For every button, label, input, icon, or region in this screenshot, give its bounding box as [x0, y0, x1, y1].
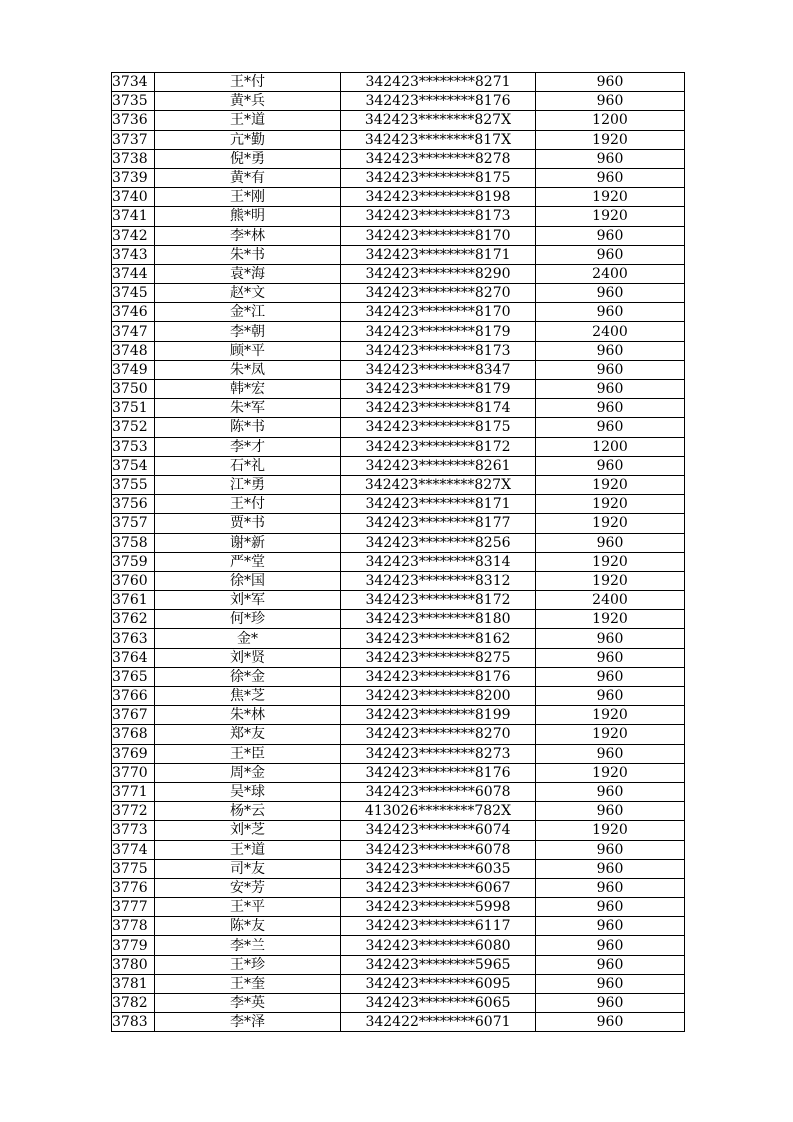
table-row [112, 687, 685, 706]
name-cell: 朱*林 [155, 706, 341, 725]
name-cell: 王*刚 [155, 188, 341, 207]
row-number-cell: 3743 [112, 245, 155, 264]
amount-cell: 960 [536, 456, 685, 475]
row-number-cell: 3781 [112, 974, 155, 993]
name-cell: 陈*友 [155, 917, 341, 936]
row-number-cell: 3772 [112, 802, 155, 821]
table-row [112, 782, 685, 801]
id-number-cell: 342423********6035 [341, 859, 536, 878]
table-row [112, 706, 685, 725]
name-cell: 王*臣 [155, 744, 341, 763]
name-cell: 徐*国 [155, 571, 341, 590]
id-number-cell: 342423********817X [341, 130, 536, 149]
id-number-cell: 342423********8173 [341, 341, 536, 360]
amount-cell: 960 [536, 859, 685, 878]
amount-cell: 2400 [536, 322, 685, 341]
name-cell: 谢*新 [155, 533, 341, 552]
name-cell: 朱*凤 [155, 360, 341, 379]
table-row [112, 168, 685, 187]
data-table [111, 72, 685, 1032]
name-cell: 何*珍 [155, 610, 341, 629]
name-cell: 王*道 [155, 840, 341, 859]
row-number-cell: 3749 [112, 360, 155, 379]
id-number-cell: 342422********6071 [341, 1013, 536, 1032]
name-cell: 韩*宏 [155, 380, 341, 399]
row-number-cell: 3770 [112, 763, 155, 782]
table-row [112, 303, 685, 322]
row-number-cell: 3748 [112, 341, 155, 360]
table-row [112, 284, 685, 303]
table-row [112, 437, 685, 456]
name-cell: 黄*兵 [155, 92, 341, 111]
amount-cell: 960 [536, 974, 685, 993]
table-row [112, 802, 685, 821]
id-number-cell: 342423********6074 [341, 821, 536, 840]
id-number-cell: 342423********8199 [341, 706, 536, 725]
table-row [112, 418, 685, 437]
id-number-cell: 342423********8174 [341, 399, 536, 418]
table-row [112, 610, 685, 629]
row-number-cell: 3736 [112, 111, 155, 130]
row-number-cell: 3776 [112, 878, 155, 897]
amount-cell: 960 [536, 840, 685, 859]
id-number-cell: 342423********8177 [341, 514, 536, 533]
amount-cell: 1920 [536, 706, 685, 725]
amount-cell: 2400 [536, 591, 685, 610]
table-row [112, 667, 685, 686]
id-number-cell: 342423********8312 [341, 571, 536, 590]
amount-cell: 960 [536, 303, 685, 322]
amount-cell: 960 [536, 1013, 685, 1032]
row-number-cell: 3734 [112, 73, 155, 92]
amount-cell: 960 [536, 782, 685, 801]
row-number-cell: 3745 [112, 284, 155, 303]
amount-cell: 1920 [536, 188, 685, 207]
name-cell: 杨*云 [155, 802, 341, 821]
name-cell: 金*江 [155, 303, 341, 322]
row-number-cell: 3763 [112, 629, 155, 648]
table-row [112, 821, 685, 840]
row-number-cell: 3762 [112, 610, 155, 629]
amount-cell: 1920 [536, 763, 685, 782]
table-row [112, 92, 685, 111]
table-row [112, 380, 685, 399]
table-row [112, 188, 685, 207]
id-number-cell: 342423********5965 [341, 955, 536, 974]
id-number-cell: 342423********827X [341, 475, 536, 494]
name-cell: 周*金 [155, 763, 341, 782]
amount-cell: 960 [536, 73, 685, 92]
amount-cell: 1920 [536, 552, 685, 571]
name-cell: 李*英 [155, 994, 341, 1013]
amount-cell: 1920 [536, 475, 685, 494]
name-cell: 安*芳 [155, 878, 341, 897]
table-row [112, 456, 685, 475]
name-cell: 朱*军 [155, 399, 341, 418]
id-number-cell: 413026********782X [341, 802, 536, 821]
id-number-cell: 342423********8180 [341, 610, 536, 629]
row-number-cell: 3758 [112, 533, 155, 552]
table-row [112, 207, 685, 226]
table-row [112, 360, 685, 379]
amount-cell: 960 [536, 284, 685, 303]
name-cell: 袁*海 [155, 264, 341, 283]
name-cell: 司*友 [155, 859, 341, 878]
row-number-cell: 3778 [112, 917, 155, 936]
name-cell: 朱*书 [155, 245, 341, 264]
row-number-cell: 3739 [112, 168, 155, 187]
id-number-cell: 342423********6078 [341, 782, 536, 801]
table-row [112, 955, 685, 974]
table-row [112, 533, 685, 552]
id-number-cell: 342423********8273 [341, 744, 536, 763]
table-row [112, 591, 685, 610]
table-row [112, 917, 685, 936]
row-number-cell: 3746 [112, 303, 155, 322]
id-number-cell: 342423********6080 [341, 936, 536, 955]
table-row [112, 571, 685, 590]
row-number-cell: 3756 [112, 495, 155, 514]
table-row [112, 629, 685, 648]
amount-cell: 1200 [536, 437, 685, 456]
amount-cell: 1200 [536, 111, 685, 130]
row-number-cell: 3742 [112, 226, 155, 245]
name-cell: 刘*军 [155, 591, 341, 610]
name-cell: 江*勇 [155, 475, 341, 494]
row-number-cell: 3768 [112, 725, 155, 744]
amount-cell: 960 [536, 92, 685, 111]
name-cell: 王*付 [155, 495, 341, 514]
name-cell: 石*礼 [155, 456, 341, 475]
amount-cell: 2400 [536, 264, 685, 283]
row-number-cell: 3767 [112, 706, 155, 725]
table-row [112, 495, 685, 514]
row-number-cell: 3783 [112, 1013, 155, 1032]
id-number-cell: 342423********8179 [341, 322, 536, 341]
table-row [112, 974, 685, 993]
id-number-cell: 342423********8179 [341, 380, 536, 399]
row-number-cell: 3775 [112, 859, 155, 878]
name-cell: 李*泽 [155, 1013, 341, 1032]
row-number-cell: 3769 [112, 744, 155, 763]
table-row [112, 878, 685, 897]
amount-cell: 1920 [536, 571, 685, 590]
table-row [112, 898, 685, 917]
id-number-cell: 342423********827X [341, 111, 536, 130]
amount-cell: 960 [536, 341, 685, 360]
row-number-cell: 3757 [112, 514, 155, 533]
name-cell: 徐*金 [155, 667, 341, 686]
id-number-cell: 342423********8176 [341, 92, 536, 111]
row-number-cell: 3738 [112, 149, 155, 168]
table-row [112, 322, 685, 341]
name-cell: 王*奎 [155, 974, 341, 993]
row-number-cell: 3774 [112, 840, 155, 859]
amount-cell: 960 [536, 744, 685, 763]
id-number-cell: 342423********6065 [341, 994, 536, 1013]
name-cell: 顾*平 [155, 341, 341, 360]
id-number-cell: 342423********8314 [341, 552, 536, 571]
id-number-cell: 342423********8171 [341, 245, 536, 264]
table-row [112, 149, 685, 168]
table-body [112, 73, 685, 1032]
id-number-cell: 342423********8176 [341, 763, 536, 782]
name-cell: 李*兰 [155, 936, 341, 955]
table-row [112, 475, 685, 494]
table-row [112, 264, 685, 283]
amount-cell: 1920 [536, 514, 685, 533]
row-number-cell: 3744 [112, 264, 155, 283]
id-number-cell: 342423********8198 [341, 188, 536, 207]
amount-cell: 960 [536, 898, 685, 917]
table-row [112, 341, 685, 360]
amount-cell: 1920 [536, 207, 685, 226]
amount-cell: 960 [536, 380, 685, 399]
id-number-cell: 342423********8271 [341, 73, 536, 92]
id-number-cell: 342423********8200 [341, 687, 536, 706]
name-cell: 王*平 [155, 898, 341, 917]
table-row [112, 111, 685, 130]
row-number-cell: 3754 [112, 456, 155, 475]
id-number-cell: 342423********8175 [341, 418, 536, 437]
row-number-cell: 3764 [112, 648, 155, 667]
table-row [112, 648, 685, 667]
amount-cell: 960 [536, 687, 685, 706]
amount-cell: 960 [536, 418, 685, 437]
id-number-cell: 342423********8176 [341, 667, 536, 686]
row-number-cell: 3765 [112, 667, 155, 686]
amount-cell: 1920 [536, 130, 685, 149]
id-number-cell: 342423********8172 [341, 437, 536, 456]
table-row [112, 226, 685, 245]
name-cell: 陈*书 [155, 418, 341, 437]
name-cell: 郑*友 [155, 725, 341, 744]
name-cell: 李*朝 [155, 322, 341, 341]
id-number-cell: 342423********8270 [341, 725, 536, 744]
row-number-cell: 3751 [112, 399, 155, 418]
row-number-cell: 3759 [112, 552, 155, 571]
amount-cell: 960 [536, 399, 685, 418]
row-number-cell: 3740 [112, 188, 155, 207]
id-number-cell: 342423********6078 [341, 840, 536, 859]
name-cell: 刘*贤 [155, 648, 341, 667]
row-number-cell: 3750 [112, 380, 155, 399]
name-cell: 焦*芝 [155, 687, 341, 706]
row-number-cell: 3760 [112, 571, 155, 590]
amount-cell: 960 [536, 648, 685, 667]
name-cell: 亢*勤 [155, 130, 341, 149]
row-number-cell: 3753 [112, 437, 155, 456]
amount-cell: 960 [536, 878, 685, 897]
name-cell: 李*林 [155, 226, 341, 245]
name-cell: 黄*有 [155, 168, 341, 187]
name-cell: 吴*球 [155, 782, 341, 801]
table-row [112, 552, 685, 571]
amount-cell: 960 [536, 917, 685, 936]
id-number-cell: 342423********6067 [341, 878, 536, 897]
table-row [112, 936, 685, 955]
id-number-cell: 342423********6095 [341, 974, 536, 993]
name-cell: 赵*文 [155, 284, 341, 303]
amount-cell: 960 [536, 226, 685, 245]
row-number-cell: 3777 [112, 898, 155, 917]
name-cell: 王*道 [155, 111, 341, 130]
amount-cell: 960 [536, 667, 685, 686]
id-number-cell: 342423********5998 [341, 898, 536, 917]
table-row [112, 514, 685, 533]
id-number-cell: 342423********8175 [341, 168, 536, 187]
table-row [112, 859, 685, 878]
row-number-cell: 3766 [112, 687, 155, 706]
table-row [112, 73, 685, 92]
id-number-cell: 342423********8173 [341, 207, 536, 226]
id-number-cell: 342423********8290 [341, 264, 536, 283]
id-number-cell: 342423********8261 [341, 456, 536, 475]
amount-cell: 1920 [536, 725, 685, 744]
name-cell: 王*付 [155, 73, 341, 92]
id-number-cell: 342423********8278 [341, 149, 536, 168]
id-number-cell: 342423********8170 [341, 226, 536, 245]
amount-cell: 960 [536, 936, 685, 955]
amount-cell: 1920 [536, 495, 685, 514]
name-cell: 贾*书 [155, 514, 341, 533]
id-number-cell: 342423********8162 [341, 629, 536, 648]
amount-cell: 960 [536, 994, 685, 1013]
name-cell: 李*才 [155, 437, 341, 456]
row-number-cell: 3747 [112, 322, 155, 341]
row-number-cell: 3771 [112, 782, 155, 801]
table-row [112, 245, 685, 264]
name-cell: 刘*芝 [155, 821, 341, 840]
row-number-cell: 3782 [112, 994, 155, 1013]
amount-cell: 960 [536, 149, 685, 168]
table-row [112, 1013, 685, 1032]
amount-cell: 1920 [536, 610, 685, 629]
table-row [112, 744, 685, 763]
table-row [112, 725, 685, 744]
row-number-cell: 3752 [112, 418, 155, 437]
id-number-cell: 342423********8171 [341, 495, 536, 514]
id-number-cell: 342423********8172 [341, 591, 536, 610]
row-number-cell: 3761 [112, 591, 155, 610]
row-number-cell: 3780 [112, 955, 155, 974]
row-number-cell: 3735 [112, 92, 155, 111]
amount-cell: 960 [536, 533, 685, 552]
amount-cell: 960 [536, 245, 685, 264]
id-number-cell: 342423********8256 [341, 533, 536, 552]
id-number-cell: 342423********8347 [341, 360, 536, 379]
name-cell: 金* [155, 629, 341, 648]
amount-cell: 960 [536, 629, 685, 648]
id-number-cell: 342423********8170 [341, 303, 536, 322]
amount-cell: 1920 [536, 821, 685, 840]
id-number-cell: 342423********8270 [341, 284, 536, 303]
table-row [112, 763, 685, 782]
row-number-cell: 3741 [112, 207, 155, 226]
name-cell: 倪*勇 [155, 149, 341, 168]
id-number-cell: 342423********6117 [341, 917, 536, 936]
amount-cell: 960 [536, 802, 685, 821]
row-number-cell: 3773 [112, 821, 155, 840]
table-row [112, 399, 685, 418]
row-number-cell: 3755 [112, 475, 155, 494]
table-row [112, 994, 685, 1013]
amount-cell: 960 [536, 955, 685, 974]
name-cell: 熊*明 [155, 207, 341, 226]
row-number-cell: 3737 [112, 130, 155, 149]
table-row [112, 840, 685, 859]
name-cell: 王*珍 [155, 955, 341, 974]
row-number-cell: 3779 [112, 936, 155, 955]
amount-cell: 960 [536, 168, 685, 187]
amount-cell: 960 [536, 360, 685, 379]
id-number-cell: 342423********8275 [341, 648, 536, 667]
table-row [112, 130, 685, 149]
name-cell: 严*堂 [155, 552, 341, 571]
